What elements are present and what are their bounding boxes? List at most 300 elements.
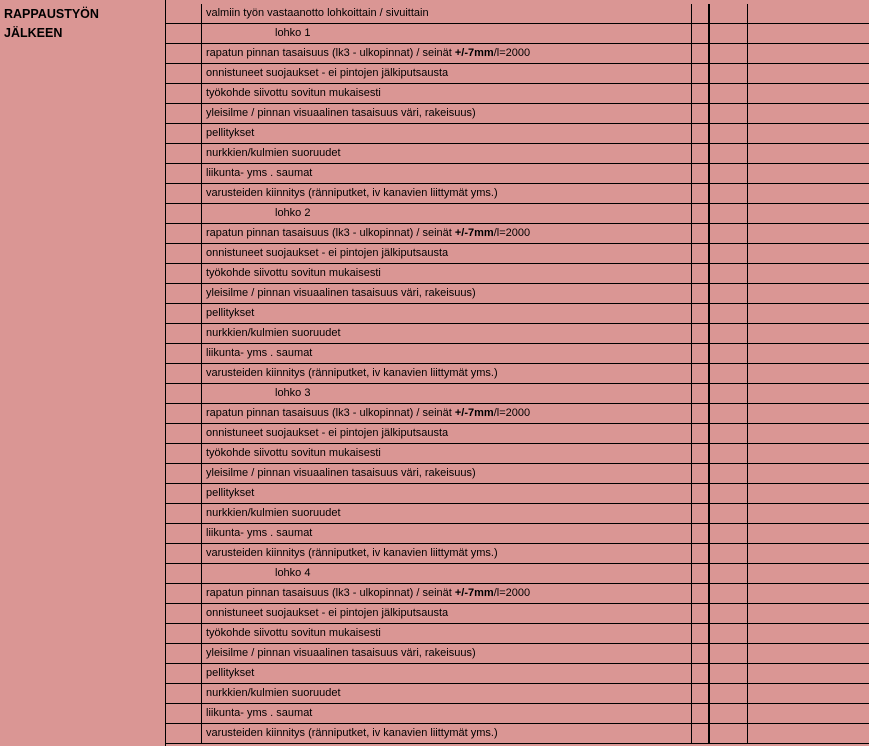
cell-b[interactable] (166, 4, 202, 23)
item-text-main: rapatun pinnan tasaisuus (lk3 - ulkopinnat) / seinät (206, 47, 455, 59)
cell-description[interactable] (202, 304, 692, 323)
cell-e[interactable] (711, 344, 748, 363)
cell-description[interactable] (202, 344, 692, 363)
cell-description[interactable] (202, 684, 692, 703)
checklist-row (166, 304, 869, 324)
checklist-row (166, 704, 869, 724)
cell-description[interactable] (202, 584, 692, 603)
cell-e[interactable] (711, 704, 748, 723)
item-text-main: liikunta- yms . saumat (206, 167, 313, 179)
item-text (206, 424, 448, 443)
cell-f[interactable] (748, 204, 868, 223)
cell-d[interactable] (692, 64, 710, 83)
checklist-row (166, 644, 869, 664)
cell-e[interactable] (711, 484, 748, 503)
tolerance-value: +/-7mm (454, 587, 494, 599)
cell-f[interactable] (748, 684, 868, 703)
cell-description[interactable] (202, 624, 692, 643)
item-text-main: työkohde siivottu sovitun mukaisesti (206, 447, 381, 459)
item-text-main: lohko 1 (275, 27, 311, 39)
item-text-main: onnistuneet suojaukset - ei pintojen jälkiputsausta (206, 247, 449, 259)
item-text-main: varusteiden kiinnitys (ränniputket, iv kanavien liittymät yms.) (206, 727, 498, 739)
cell-b[interactable] (166, 364, 202, 383)
cell-description[interactable] (202, 244, 692, 263)
cell-f[interactable] (748, 544, 868, 563)
cell-description[interactable] (202, 484, 692, 503)
checklist-row (166, 464, 869, 484)
cell-description[interactable] (202, 604, 692, 623)
cell-e[interactable] (711, 464, 748, 483)
cell-f[interactable] (748, 424, 868, 443)
cell-d[interactable] (692, 704, 710, 723)
cell-f[interactable] (748, 624, 868, 643)
cell-b[interactable] (166, 484, 202, 503)
checklist-row (166, 424, 869, 444)
checklist-row (166, 664, 869, 684)
checklist-row (166, 324, 869, 344)
checklist-row (166, 224, 869, 244)
checklist-row (166, 604, 869, 624)
cell-f[interactable] (748, 704, 868, 723)
cell-e[interactable] (711, 124, 748, 143)
cell-f[interactable] (748, 344, 868, 363)
cell-e[interactable] (711, 364, 748, 383)
item-text (206, 704, 312, 723)
item-text (206, 364, 498, 383)
item-text (206, 164, 312, 183)
cell-e[interactable] (711, 524, 748, 543)
cell-description[interactable] (202, 464, 692, 483)
length-value: /l=2000 (493, 587, 531, 599)
item-text-main: liikunta- yms . saumat (206, 707, 313, 719)
cell-b[interactable] (166, 704, 202, 723)
cell-e[interactable] (711, 544, 748, 563)
item-text-main: lohko 4 (275, 567, 311, 579)
cell-b[interactable] (166, 584, 202, 603)
checklist-row (166, 524, 869, 544)
cell-description[interactable] (202, 24, 692, 43)
cell-d[interactable] (692, 604, 710, 623)
item-text-main: varusteiden kiinnitys (ränniputket, iv kanavien liittymät yms.) (206, 547, 498, 559)
tolerance-value: +/-7mm (454, 227, 494, 239)
cell-f[interactable] (748, 184, 868, 203)
checklist-row (166, 164, 869, 184)
item-text-main: liikunta- yms . saumat (206, 527, 313, 539)
cell-description[interactable] (202, 124, 692, 143)
cell-e[interactable] (711, 84, 748, 103)
tolerance-value: +/-7mm (454, 47, 494, 59)
cell-d[interactable] (692, 264, 710, 283)
cell-e[interactable] (711, 424, 748, 443)
cell-b[interactable] (166, 624, 202, 643)
item-text (206, 484, 254, 503)
cell-f[interactable] (748, 724, 868, 743)
cell-description[interactable] (202, 424, 692, 443)
cell-e[interactable] (711, 624, 748, 643)
cell-e[interactable] (711, 604, 748, 623)
checklist-row (166, 124, 869, 144)
section-title (4, 5, 99, 43)
cell-f[interactable] (748, 444, 868, 463)
item-text-main: lohko 3 (275, 387, 311, 399)
lohko-label (275, 564, 310, 583)
checklist-row (166, 284, 869, 304)
cell-d[interactable] (692, 424, 710, 443)
cell-b[interactable] (166, 644, 202, 663)
checklist-row (166, 724, 869, 744)
item-text-main: työkohde siivottu sovitun mukaisesti (206, 87, 381, 99)
cell-description[interactable] (202, 704, 692, 723)
cell-f[interactable] (748, 264, 868, 283)
cell-f[interactable] (748, 324, 868, 343)
cell-b[interactable] (166, 224, 202, 243)
cell-e[interactable] (711, 664, 748, 683)
cell-b[interactable] (166, 384, 202, 403)
cell-d[interactable] (692, 544, 710, 563)
cell-b[interactable] (166, 444, 202, 463)
cell-description[interactable] (202, 224, 692, 243)
cell-d[interactable] (692, 584, 710, 603)
lohko-row (166, 204, 869, 224)
cell-description[interactable] (202, 364, 692, 383)
lohko-row (166, 564, 869, 584)
checklist-row (166, 544, 869, 564)
cell-b[interactable] (166, 44, 202, 63)
cell-description[interactable] (202, 264, 692, 283)
cell-description[interactable] (202, 284, 692, 303)
item-text-main: onnistuneet suojaukset - ei pintojen jälkiputsausta (206, 67, 449, 79)
cell-d[interactable] (692, 84, 710, 103)
cell-d[interactable] (692, 204, 710, 223)
cell-description[interactable] (202, 544, 692, 563)
cell-b[interactable] (166, 204, 202, 223)
cell-b[interactable] (166, 24, 202, 43)
cell-f[interactable] (748, 84, 868, 103)
cell-d[interactable] (692, 104, 710, 123)
item-text (206, 524, 312, 543)
cell-d[interactable] (692, 624, 710, 643)
item-text (206, 664, 254, 683)
cell-b[interactable] (166, 244, 202, 263)
item-text (206, 184, 498, 203)
cell-description[interactable] (202, 564, 692, 583)
cell-description[interactable] (202, 504, 692, 523)
cell-b[interactable] (166, 84, 202, 103)
cell-f[interactable] (748, 404, 868, 423)
cell-f[interactable] (748, 44, 868, 63)
cell-e[interactable] (711, 64, 748, 83)
item-text (206, 304, 254, 323)
cell-d[interactable] (692, 464, 710, 483)
cell-b[interactable] (166, 164, 202, 183)
lohko-row (166, 384, 869, 404)
cell-b[interactable] (166, 64, 202, 83)
cell-d[interactable] (692, 684, 710, 703)
item-text-main: pellitykset (206, 487, 255, 499)
item-text (206, 224, 530, 243)
item-text-main: valmiin työn vastaanotto lohkoittain / sivuittain (206, 7, 429, 19)
cell-description[interactable] (202, 404, 692, 423)
cell-d[interactable] (692, 524, 710, 543)
cell-f[interactable] (748, 124, 868, 143)
cell-d[interactable] (692, 144, 710, 163)
cell-e[interactable] (711, 4, 748, 23)
length-value: /l=2000 (493, 47, 531, 59)
item-text-main: työkohde siivottu sovitun mukaisesti (206, 267, 381, 279)
item-text (206, 324, 341, 343)
cell-description[interactable] (202, 184, 692, 203)
cell-b[interactable] (166, 724, 202, 743)
cell-d[interactable] (692, 664, 710, 683)
item-text-main: rapatun pinnan tasaisuus (lk3 - ulkopinnat) / seinät (206, 407, 455, 419)
cell-description[interactable] (202, 664, 692, 683)
item-text (206, 124, 254, 143)
cell-b[interactable] (166, 344, 202, 363)
checklist-row (166, 484, 869, 504)
cell-description[interactable] (202, 64, 692, 83)
cell-f[interactable] (748, 64, 868, 83)
cell-description[interactable] (202, 204, 692, 223)
item-text-main: yleisilme / pinnan visuaalinen tasaisuus väri, rakeisuus) (206, 467, 476, 479)
item-text-main: nurkkien/kulmien suoruudet (206, 687, 341, 699)
cell-d[interactable] (692, 364, 710, 383)
cell-e[interactable] (711, 404, 748, 423)
cell-d[interactable] (692, 304, 710, 323)
cell-f[interactable] (748, 304, 868, 323)
cell-b[interactable] (166, 104, 202, 123)
cell-b[interactable] (166, 684, 202, 703)
section-title-line2: JÄLKEEN (4, 26, 63, 40)
cell-description[interactable] (202, 104, 692, 123)
cell-e[interactable] (711, 284, 748, 303)
cell-f[interactable] (748, 384, 868, 403)
cell-d[interactable] (692, 184, 710, 203)
checklist-grid (166, 0, 869, 746)
cell-d[interactable] (692, 164, 710, 183)
cell-d[interactable] (692, 24, 710, 43)
cell-d[interactable] (692, 4, 710, 23)
cell-description[interactable] (202, 164, 692, 183)
cell-e[interactable] (711, 564, 748, 583)
cell-e[interactable] (711, 224, 748, 243)
cell-b[interactable] (166, 264, 202, 283)
cell-e[interactable] (711, 444, 748, 463)
cell-f[interactable] (748, 244, 868, 263)
cell-description[interactable] (202, 324, 692, 343)
cell-d[interactable] (692, 244, 710, 263)
checklist-row (166, 584, 869, 604)
checklist-row (166, 624, 869, 644)
length-value: /l=2000 (493, 227, 531, 239)
cell-f[interactable] (748, 104, 868, 123)
cell-f[interactable] (748, 504, 868, 523)
cell-description[interactable] (202, 524, 692, 543)
cell-f[interactable] (748, 24, 868, 43)
item-text-main: lohko 2 (275, 207, 311, 219)
cell-b[interactable] (166, 524, 202, 543)
cell-b[interactable] (166, 544, 202, 563)
cell-d[interactable] (692, 284, 710, 303)
cell-description[interactable] (202, 444, 692, 463)
item-text (206, 284, 476, 303)
cell-b[interactable] (166, 564, 202, 583)
cell-f[interactable] (748, 584, 868, 603)
item-text-main: liikunta- yms . saumat (206, 347, 313, 359)
checklist-row (166, 444, 869, 464)
cell-description[interactable] (202, 384, 692, 403)
item-text-main: onnistuneet suojaukset - ei pintojen jälkiputsausta (206, 427, 449, 439)
cell-description[interactable] (202, 84, 692, 103)
cell-description[interactable] (202, 44, 692, 63)
cell-d[interactable] (692, 504, 710, 523)
item-text-main: rapatun pinnan tasaisuus (lk3 - ulkopinnat) / seinät (206, 587, 455, 599)
cell-d[interactable] (692, 384, 710, 403)
cell-e[interactable] (711, 204, 748, 223)
item-text (206, 544, 498, 563)
cell-f[interactable] (748, 364, 868, 383)
cell-d[interactable] (692, 724, 710, 743)
checklist-row (166, 64, 869, 84)
cell-d[interactable] (692, 124, 710, 143)
checklist-row (166, 364, 869, 384)
item-text-main: nurkkien/kulmien suoruudet (206, 507, 341, 519)
cell-b[interactable] (166, 504, 202, 523)
checklist-row (166, 684, 869, 704)
cell-e[interactable] (711, 144, 748, 163)
cell-f[interactable] (748, 144, 868, 163)
cell-d[interactable] (692, 444, 710, 463)
cell-d[interactable] (692, 644, 710, 663)
cell-b[interactable] (166, 404, 202, 423)
cell-f[interactable] (748, 224, 868, 243)
lohko-label (275, 24, 310, 43)
checklist-row (166, 144, 869, 164)
checklist-row (166, 504, 869, 524)
cell-d[interactable] (692, 324, 710, 343)
item-text (206, 644, 476, 663)
item-text (206, 504, 341, 523)
cell-e[interactable] (711, 44, 748, 63)
item-text-main: nurkkien/kulmien suoruudet (206, 327, 341, 339)
cell-b[interactable] (166, 184, 202, 203)
item-text (206, 604, 448, 623)
tolerance-value: +/-7mm (454, 407, 494, 419)
cell-f[interactable] (748, 4, 868, 23)
checklist-row (166, 104, 869, 124)
cell-description[interactable] (202, 4, 692, 23)
item-text (206, 144, 341, 163)
item-text-main: pellitykset (206, 667, 255, 679)
cell-d[interactable] (692, 344, 710, 363)
cell-b[interactable] (166, 664, 202, 683)
cell-e[interactable] (711, 584, 748, 603)
item-text (206, 464, 476, 483)
lohko-label (275, 204, 310, 223)
item-text (206, 584, 530, 603)
cell-e[interactable] (711, 24, 748, 43)
cell-b[interactable] (166, 424, 202, 443)
cell-f[interactable] (748, 664, 868, 683)
cell-f[interactable] (748, 524, 868, 543)
cell-e[interactable] (711, 244, 748, 263)
item-text (206, 44, 530, 63)
cell-f[interactable] (748, 464, 868, 483)
item-text (206, 244, 448, 263)
cell-e[interactable] (711, 684, 748, 703)
cell-description[interactable] (202, 724, 692, 743)
item-text (206, 264, 381, 283)
cell-f[interactable] (748, 564, 868, 583)
item-text-main: varusteiden kiinnitys (ränniputket, iv kanavien liittymät yms.) (206, 187, 498, 199)
item-text (206, 104, 476, 123)
cell-e[interactable] (711, 264, 748, 283)
cell-e[interactable] (711, 104, 748, 123)
cell-b[interactable] (166, 144, 202, 163)
checklist-row (166, 264, 869, 284)
checklist-row (166, 4, 869, 24)
item-text (206, 344, 312, 363)
checklist-row (166, 84, 869, 104)
cell-d[interactable] (692, 484, 710, 503)
cell-description[interactable] (202, 644, 692, 663)
cell-f[interactable] (748, 644, 868, 663)
item-text (206, 684, 341, 703)
item-text-main: pellitykset (206, 127, 255, 139)
item-text (206, 404, 530, 423)
cell-d[interactable] (692, 404, 710, 423)
cell-e[interactable] (711, 184, 748, 203)
item-text-main: varusteiden kiinnitys (ränniputket, iv kanavien liittymät yms.) (206, 367, 498, 379)
cell-e[interactable] (711, 384, 748, 403)
cell-d[interactable] (692, 44, 710, 63)
cell-e[interactable] (711, 644, 748, 663)
length-value: /l=2000 (493, 407, 531, 419)
cell-f[interactable] (748, 164, 868, 183)
item-text-main: työkohde siivottu sovitun mukaisesti (206, 627, 381, 639)
cell-b[interactable] (166, 604, 202, 623)
cell-b[interactable] (166, 284, 202, 303)
cell-b[interactable] (166, 124, 202, 143)
item-text-main: yleisilme / pinnan visuaalinen tasaisuus väri, rakeisuus) (206, 287, 476, 299)
cell-f[interactable] (748, 604, 868, 623)
cell-b[interactable] (166, 464, 202, 483)
item-text-main: yleisilme / pinnan visuaalinen tasaisuus väri, rakeisuus) (206, 647, 476, 659)
cell-e[interactable] (711, 304, 748, 323)
cell-f[interactable] (748, 484, 868, 503)
item-text (206, 64, 448, 83)
checklist-row (166, 344, 869, 364)
cell-b[interactable] (166, 324, 202, 343)
item-text-main: onnistuneet suojaukset - ei pintojen jälkiputsausta (206, 607, 449, 619)
cell-e[interactable] (711, 724, 748, 743)
section-cell[interactable] (0, 0, 166, 746)
checklist-row (166, 44, 869, 64)
cell-e[interactable] (711, 324, 748, 343)
item-text (206, 4, 429, 23)
checklist-row (166, 404, 869, 424)
cell-f[interactable] (748, 284, 868, 303)
cell-d[interactable] (692, 224, 710, 243)
cell-description[interactable] (202, 144, 692, 163)
cell-e[interactable] (711, 504, 748, 523)
lohko-label (275, 384, 310, 403)
cell-b[interactable] (166, 304, 202, 323)
item-text-main: rapatun pinnan tasaisuus (lk3 - ulkopinnat) / seinät (206, 227, 455, 239)
cell-d[interactable] (692, 564, 710, 583)
item-text-main: pellitykset (206, 307, 255, 319)
cell-e[interactable] (711, 164, 748, 183)
item-text-main: nurkkien/kulmien suoruudet (206, 147, 341, 159)
